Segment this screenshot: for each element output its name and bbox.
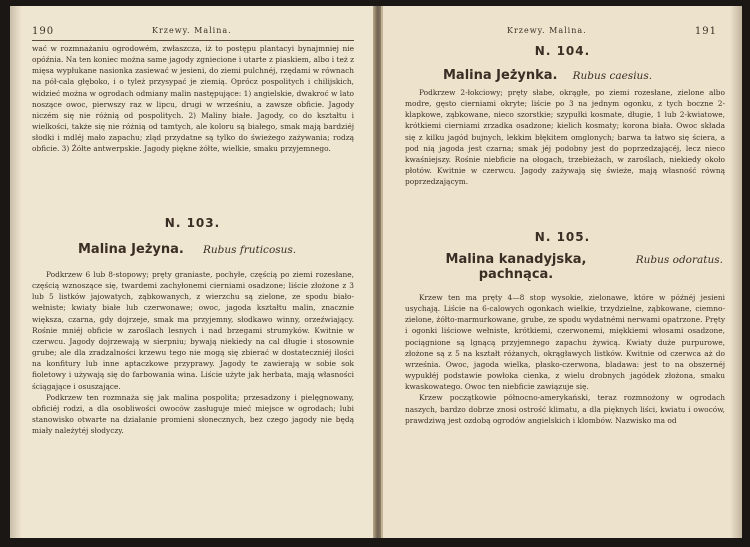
entry-name: Malina Jeżynka.: [443, 68, 558, 83]
entry-number: N. 103.: [164, 216, 221, 230]
paragraph: Podkrzew 2-łokciowy; pręty słabe, okrągłe, po ziemi rozesłane, zielone albo modre, gęsto cierniami okryte; liście po 3 na jednym ogonku, z tych boczne 2-klapkowe, ząbkowane, nieco szorstkie; szypułki kosmate, długie, 1 lub 2-kwiatowe, krótkiemi cierniami zrzadka osadzone; kielich kosmaty; korona biała. Owoc składa się z kilku jagód bujnych, lekkim błękitem omglonych; barwa ta łatwo się ściera, a pod nią jagoda jest czarna; smak jéj podobny jest do poprzedzającéj, lecz nieco kwaśniejszy. Rośnie niebficie na ołogach, trzebieżach, w zaroślach, niekiedy około płotów. Kwitnie w czerwcu. Jagody zażywają się świeże, mają własność równą poprzedzającym.: [405, 88, 725, 187]
entry-body: [32, 269, 354, 436]
entry-latin-name: Rubus caesius.: [572, 70, 653, 82]
intro-text: [32, 43, 354, 155]
entry-number: N. 104.: [534, 44, 591, 58]
entry-name: Malina kanadyjska, pachnąca.: [445, 252, 587, 282]
entry-heading: [78, 238, 358, 257]
paragraph: Podkrzew ten rozmnaża się jak malina pospolita; przesadzony i pielęgnowany, obficiéj rodzi, a dla osobliwości owoców zasługuje mieć miejsce w ogrodach; lubi stanowisko otwarte na działanie promieni słonecznych, bez czego jagody nie będą miały należytéj słodyczy.: [32, 392, 354, 436]
right-page: [381, 6, 742, 538]
paragraph: Podkrzew 6 lub 8-stopowy; pręty graniaste, pochyłe, częścią po ziemi rozesłane, częścią wznoszące się, twardemi zachyłonemi cierniami osadzone; liście złożone z 3 lub 5 listków jajowatych, ząbkowanych, z wierzchu są zielone, ze spodu biało-wełniste; kwiaty białe lub czerwonawe; owoc, jagoda kształtu malin, znacznie większa, czarna, gdy dojrzeje, smak ma przyjemny, słodkawo winny, orzeźwiający. Rośnie mniéj obficie w zaroślach lesnych i nad brzegami strumyków. Kwitnie w czerwcu. Jagody dojrzewają w sierpniu; bywają niekiedy na cal długie i stosownie grube; ale dla zradzalności krzewu tego nie mogą się zbierać w dostateczniéj ilości na konfitury lub inne aptaczkowe przyprawy. Jagody te zawierają w sobie sok fioletowy i używają się do farbowania wina. Liście użyte jak herbata, mają własności ściągające i osuszające.: [32, 270, 354, 391]
entry-latin-name: Rubus odoratus.: [635, 254, 723, 266]
running-head-title: Krzewy. Malina.: [507, 26, 587, 35]
page-edge-shadow: [10, 6, 22, 538]
paragraph: Krzew początkowie północno-amerykański, teraz rozmnożony w ogrodach naszych, bardzo dobrze znosi ostrość klimatu, a dla pięknych liści, kwiatu i owoców, prawdziwą jest ozdobą ogrodów angielskich i klombów. Nazwisko ma od: [405, 393, 725, 425]
entry-heading: [431, 252, 731, 282]
paragraph: wać w rozmnażaniu ogrodowém, zwłaszcza, iż to postępu plantacyi bynajmniej nie opóźnia. Na ten koniec można same jagody zgniecione i utarte z piaskiem, albo i też z mięsa wypłukane nasionka zasiewać w jesieni, do ziemi pulchnéj, rzędami w równach na pół-cala głęboko, i o tyleż przysypać je ziemią. Oprócz pospolitych i chilijskich, widzieć można w ogrodach odmiany malin następujące: 1) angielskie, dwakroć w lato noszące owoc, pierwszy raz w lipcu, drugi w wrześniu, a zawsze obficie. Jagody niczém się nie różnią od pospolitych. 2) Maliny białe. Jagody, co do kształtu i wielkości, także się nie różnią od tamtych, ale koloru są białego, smak mają bardziéj słodki i mdléj mało zapachu; zląd przydatne są tylko do świeżego zażywania; rodzą obficie. 3) Żółte antwerpskie. Jagody piękne żółte, wielkie, smaku przyjemnego.: [32, 44, 354, 154]
entry-name: Malina Jeżyna.: [78, 242, 184, 257]
running-head-title: Krzewy. Malina.: [152, 26, 232, 35]
page-number: 190: [32, 26, 55, 37]
left-page: [10, 6, 377, 538]
entry-body: [405, 292, 725, 426]
page-edge-shadow: [730, 6, 742, 538]
entry-heading: [443, 64, 733, 83]
entry-latin-name: Rubus fruticosus.: [202, 244, 297, 256]
page-number: 191: [694, 26, 717, 37]
paragraph: Krzew ten ma pręty 4—8 stop wysokie, zielonawe, które w późnéj jesieni usychają. Liście na 6-calowych ogonkach wielkie, trzydzielne, ząbkowane, ciemno-zielone, żółto-marmurkowane, grube, ze spodu wydatnémi nerwami opatrzone. Pręty i ogonki liściowe wełniste, krótkiemi, czerwonemi, miękkiemi włosami osadzone, pociągnione są lgnącą przyjemnego zapachu żywicą. Kwiaty duże purpurowe, złożone są z 5 na kształt różanych, okrągławych listków. Kwitnie od czerwca aż do września. Owoc, jagoda wielka, płasko-czerwona, bladawa: jest to na obszernéj wypukłéj podstawie powłoka cienka, z wielu drobnych jagódek złożona, smaku kwaskowatego. Owoc ten niebficie zawiązuje się.: [405, 293, 725, 392]
entry-number: N. 105.: [534, 230, 591, 244]
running-header: [32, 26, 352, 37]
header-rule: [32, 40, 354, 41]
entry-body: [405, 87, 725, 187]
